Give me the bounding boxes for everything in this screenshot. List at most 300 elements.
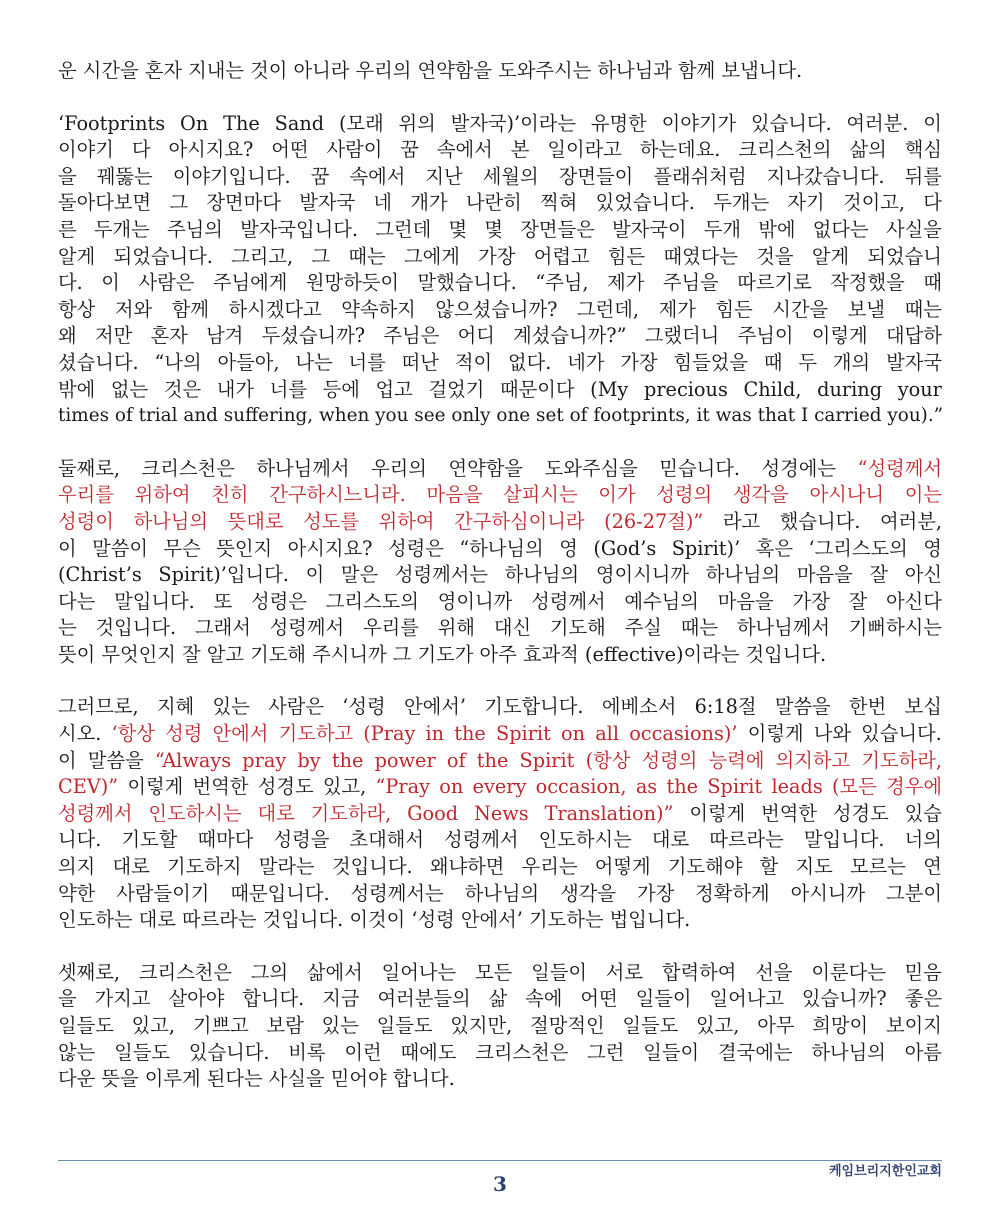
scripture-word: 성령의 [656, 483, 713, 507]
word: 아무 [757, 1014, 795, 1037]
word: 되었습니다. [113, 244, 213, 268]
text-line [58, 642, 942, 669]
word: 초대해서 [349, 828, 424, 852]
word: 플래쉬처럼 [653, 164, 747, 188]
word: 아신 [904, 563, 942, 587]
word: “주님, [535, 271, 589, 295]
word: 어떻게 [594, 855, 651, 879]
text-line [58, 403, 942, 430]
word: 그리스도의 [325, 589, 419, 613]
word: 약한 [58, 881, 96, 905]
word: 보낼 [847, 297, 886, 321]
word: 있습 [904, 801, 942, 825]
word: 가장 [478, 244, 516, 268]
text-line [58, 482, 942, 509]
word: 혹은 [755, 536, 793, 560]
text-line [58, 801, 942, 828]
scripture-word: (모든 [832, 775, 877, 799]
word: 우리는 [521, 855, 578, 879]
word: 장면마다 [206, 191, 281, 215]
word: 말입니다. [114, 589, 195, 613]
word: 되었습니 [867, 244, 942, 268]
word: 주님을 [662, 271, 719, 295]
word: 찍혀 [540, 191, 578, 215]
word: (Christ’s [58, 563, 142, 587]
word: 대로 [112, 855, 150, 879]
word: 핵심 [904, 138, 942, 162]
scripture-word: 마음을 [426, 483, 483, 507]
scripture-word: 인도하시는 [148, 801, 242, 825]
word: 계셨습니까?” [513, 324, 627, 348]
word: 주님이 [737, 324, 794, 348]
word: 인도하시는 [538, 828, 632, 852]
word: 밖에 [58, 377, 96, 401]
word: 속에서 [436, 138, 493, 162]
text-line [58, 1013, 942, 1040]
word: 있었습니다. [595, 191, 695, 215]
scripture-word: 성령이 [58, 509, 114, 533]
scripture-word: ‘항상 [111, 722, 155, 746]
text-line [58, 827, 942, 854]
word: 아시지요? [287, 536, 373, 560]
scripture-word: “Pray [375, 775, 430, 799]
word: 때문이다 [500, 377, 575, 401]
word: 남겨 [206, 324, 244, 348]
word: 위해 [437, 616, 475, 640]
word: 이야기 [58, 138, 114, 162]
page-number: 3 [493, 1172, 507, 1196]
word: 나는 [295, 350, 333, 374]
scripture-word: 성령께서 [58, 801, 133, 825]
word: 대로 [651, 828, 690, 852]
word: Child, [743, 377, 802, 401]
text-line [58, 323, 942, 350]
text-line [58, 694, 942, 721]
word: 하는데요. [639, 138, 721, 162]
word: 생각을 [560, 881, 616, 905]
footer-divider [58, 1160, 942, 1161]
word: 발자국 [886, 350, 942, 374]
text-line [58, 907, 942, 934]
word: 성경에는 [761, 456, 837, 480]
word: 성경도 [257, 775, 314, 799]
word: 일어나는 [381, 960, 457, 984]
word: 힘들었을 [673, 350, 749, 374]
word: 지혜 [156, 695, 195, 719]
word: 약속하지 [341, 297, 416, 321]
text-line [58, 377, 942, 404]
word: 할 [759, 855, 779, 879]
word: 아시니까 [790, 881, 866, 905]
word: 어떤 [580, 987, 618, 1011]
word: 것이고, [842, 191, 905, 215]
word: 기도하지 [167, 855, 242, 879]
word: 왜 [58, 324, 77, 348]
text-line [58, 986, 942, 1013]
word: 그래서 [194, 616, 251, 640]
word: 셨습니다. [58, 350, 139, 374]
word: 따르라는 [709, 828, 784, 852]
word: precious [644, 377, 728, 401]
text-line [58, 217, 942, 244]
word: 따르기로 [737, 271, 812, 295]
scripture-word: 아시나니 [809, 483, 884, 507]
word: 그 [311, 244, 331, 268]
word: 하나님의 [504, 563, 580, 587]
word: 주님은 [383, 324, 440, 348]
scripture-word: 기도하고 [278, 722, 354, 746]
paragraph [58, 960, 942, 1093]
scripture-word: 친히 [211, 483, 249, 507]
word: 없다는 [812, 217, 869, 241]
word: 않으셨습니까? [435, 297, 558, 321]
word: 보이지 [885, 1014, 942, 1037]
word: 때였다는 [663, 244, 738, 268]
word: (God’s [593, 536, 657, 560]
scripture-word: 대로 [257, 801, 295, 825]
word: 나와 [813, 722, 851, 746]
word: 크리스천은 [141, 456, 235, 480]
word: 일들이 [531, 960, 587, 984]
word: during [817, 377, 883, 401]
word: 일이라고 [547, 138, 622, 162]
word: 그런 [587, 1040, 625, 1064]
word: 잘 [869, 563, 889, 587]
word: 때는 [904, 297, 942, 321]
text-line [58, 58, 942, 85]
word: 삶에서 [306, 960, 363, 984]
word: 또 [213, 589, 233, 613]
word: 이 [58, 536, 77, 560]
word: 것입니다. [331, 855, 413, 879]
word: 이야기입니다. [172, 164, 291, 188]
word: 지나갔습니다. [766, 164, 885, 188]
word: (My [590, 377, 629, 401]
word: 다 [923, 191, 942, 215]
word: 다는 [58, 589, 96, 613]
word: The [223, 111, 260, 135]
word: 보십 [904, 695, 942, 719]
scripture-word: on [439, 775, 464, 799]
scripture-word: the [454, 722, 486, 746]
word: 말은 [340, 563, 379, 587]
scripture-word: 살피시는 [503, 483, 578, 507]
word: 예수님의 [624, 589, 699, 613]
word: 뜻인지 [216, 536, 273, 560]
scripture-word: 하나님의 [133, 509, 209, 533]
word: 말라는 [258, 855, 315, 879]
word: 그 [169, 191, 189, 215]
word: 네가 [567, 350, 605, 374]
text-line [58, 137, 942, 164]
word: 영이니까 [437, 589, 513, 613]
word: 이야기가 [661, 111, 737, 135]
paragraph [58, 694, 942, 933]
word: 발자국)’이라는 [450, 111, 577, 135]
word: 믿음 [904, 960, 942, 984]
word: your [897, 377, 942, 401]
text-line [58, 589, 942, 616]
text-line [58, 615, 942, 642]
text-line [58, 270, 942, 297]
scripture-word: occasion, [535, 775, 627, 799]
word: 말씀이 [92, 536, 149, 560]
word: 위의 [398, 111, 436, 135]
word: 아름 [904, 1040, 942, 1064]
word: 이 [923, 111, 942, 135]
word: 이렇게 [747, 722, 804, 746]
word: 사람이 [326, 138, 383, 162]
word: Spirit)’ [671, 536, 741, 560]
word: 알게 [811, 244, 850, 268]
word: 크리스천은 [138, 960, 232, 984]
text-line [58, 721, 942, 748]
word: 일어나고 [709, 987, 784, 1011]
word: “나의 [154, 350, 202, 374]
word: 저만 [94, 324, 133, 348]
word: 돌아다보면 [58, 191, 152, 215]
text-line [58, 854, 942, 881]
word: 너를 [269, 377, 307, 401]
word: 개의 [832, 350, 871, 374]
scripture-word: of [446, 748, 466, 772]
word: 두셨습니까? [261, 324, 366, 348]
word: 두개는 [713, 191, 770, 215]
word: 한번 [849, 695, 887, 719]
scripture-word: 이가 [598, 483, 636, 507]
word: 가장 [792, 589, 830, 613]
paragraph [58, 111, 942, 430]
word: 합력하여 [661, 960, 737, 984]
word: 여러분. [846, 111, 909, 135]
word: 시오. [58, 722, 102, 746]
word: 그런데 [375, 217, 432, 241]
scripture-word: power [374, 748, 436, 772]
scripture-word: 우리를 [58, 483, 114, 507]
word: 성령께서는 [394, 563, 488, 587]
scripture-word: 안에서 [212, 722, 269, 746]
word: 모든 [474, 960, 513, 984]
word: 왜냐하면 [429, 855, 505, 879]
word: 저와 [114, 297, 153, 321]
word: 그에게 [403, 244, 460, 268]
word: 성령께서 [269, 616, 345, 640]
scripture-word: Translation)” [544, 801, 674, 825]
word: 이렇게 [689, 801, 746, 825]
word: 성령을 [273, 828, 330, 852]
scripture-word: leads [771, 775, 823, 799]
scripture-word: “성령께서 [857, 456, 942, 480]
word: 있고, [322, 775, 367, 799]
text-line [58, 164, 942, 191]
scripture-word: as [635, 775, 658, 799]
scripture-word: (26-27절)” [604, 509, 704, 533]
word: 있습니다. [750, 111, 832, 135]
word: 항상 [58, 297, 96, 321]
word: 비록 [288, 1040, 326, 1064]
page-body [58, 58, 942, 1119]
scripture-word: “Always [154, 748, 232, 772]
word: 몇 [484, 217, 503, 241]
word: 삶의 [849, 138, 887, 162]
word: 말했습니다. [417, 271, 517, 295]
scripture-word: 경우에 [886, 775, 942, 799]
word: 여러분, [879, 509, 942, 533]
word: 꿰뚫는 [96, 164, 153, 188]
scripture-word: CEV)” [58, 775, 119, 799]
word: 그분이 [886, 881, 942, 905]
word: 믿습니다. [659, 456, 740, 480]
word: 하나님의 [464, 881, 540, 905]
word: 성경도 [832, 801, 889, 825]
word: 제가 [607, 271, 645, 295]
word: 그리고, [231, 244, 294, 268]
word: 이 [101, 271, 120, 295]
word: 있습니다. [861, 722, 942, 746]
word: 번역한 [761, 801, 817, 825]
word: 그런데, [577, 297, 640, 321]
word: (모래 [338, 111, 384, 135]
scripture-word: Spirit [519, 748, 575, 772]
text-line [58, 1066, 942, 1093]
word: 보람 [266, 1014, 304, 1037]
word: 꿈 [310, 164, 330, 188]
word: 성령께서 [444, 828, 519, 852]
scripture-word: the [476, 748, 509, 772]
word: 일들도 [376, 1014, 433, 1037]
word: 있지만, [450, 1014, 513, 1037]
word: 두 [798, 350, 818, 374]
word: 업고 [375, 377, 413, 401]
word: 둘째로, [58, 456, 121, 480]
word: 말씀을 [87, 748, 144, 772]
word: 번역한 [192, 775, 249, 799]
word: 밖에 [758, 217, 796, 241]
word: 하나님의 [811, 1040, 886, 1064]
word: 크리스천의 [738, 138, 832, 162]
word: ‘Footprints [58, 111, 166, 135]
word: 서로 [605, 960, 644, 984]
word: 주님에게 [212, 271, 288, 295]
word: 하시겠다고 [228, 297, 322, 321]
word: 아들아, [217, 350, 280, 374]
word: 함께 [171, 297, 209, 321]
word: ‘그리스도의 [808, 536, 908, 560]
word: 뒤를 [904, 164, 942, 188]
word: 어떤 [271, 138, 309, 162]
word: 지난 [425, 164, 463, 188]
paragraph [58, 58, 942, 85]
word: 때마다 [197, 828, 254, 852]
word: 없다. [507, 350, 552, 374]
word: 있습니다. [188, 1040, 270, 1064]
word: 사람들이기 [116, 881, 210, 905]
word: 떠난 [401, 350, 439, 374]
text-span: 뜻이 무엇인지 잘 알고 기도해 주시니까 그 기도가 아주 효과적 (effective)이라는 것입니다. [58, 642, 827, 666]
word: 말입니다. [803, 828, 885, 852]
word: 일들이 [635, 987, 692, 1011]
word: 일들도 [58, 1014, 114, 1037]
text-line [58, 960, 942, 987]
word: 잘 [848, 589, 868, 613]
word: 무슨 [163, 536, 201, 560]
scripture-word: 위하여 [378, 509, 435, 533]
word: 했습니다. [779, 509, 861, 533]
word: 우리를 [363, 616, 419, 640]
word: 지도 [795, 855, 833, 879]
scripture-word: 뜻대로 [227, 509, 284, 533]
word: 알게 [58, 244, 96, 268]
word: 삶 [488, 987, 508, 1011]
word: 그의 [250, 960, 289, 984]
word: 선을 [755, 960, 793, 984]
word: 속에 [525, 987, 563, 1011]
scripture-word: the [331, 748, 364, 772]
word: 주님의 [167, 217, 223, 241]
word: 사실을 [885, 217, 942, 241]
word: 꿈 [400, 138, 419, 162]
word: 여러분들의 [377, 987, 471, 1011]
text-line [58, 509, 942, 536]
word: 기도해야 [667, 855, 743, 879]
word: 도와주심을 [544, 456, 638, 480]
text-line [58, 536, 942, 563]
text-line [58, 748, 942, 775]
word: 사람은 [268, 695, 324, 719]
word: 일들이 [643, 1040, 700, 1064]
word: 있고, [696, 1014, 740, 1037]
text-line [58, 350, 942, 377]
word: 에베소서 [601, 695, 677, 719]
word: 작정했을 [830, 271, 905, 295]
word: 연 [923, 855, 942, 879]
word: 때는 [680, 616, 718, 640]
word: Spirit)’입니다. [158, 563, 289, 587]
word: 을 [58, 164, 77, 188]
word: 발자국 [299, 191, 356, 215]
scripture-word: 간구하시느니라. [269, 483, 406, 507]
word: 그랬더니 [644, 324, 720, 348]
word: 세월의 [482, 164, 539, 188]
word: 정확하게 [695, 881, 770, 905]
word: 영이시니까 [595, 563, 689, 587]
text-line [58, 190, 942, 217]
word: 기도해 [549, 616, 606, 640]
word: 살아야 [168, 987, 225, 1011]
word: 가지고 [94, 987, 151, 1011]
word: 등에 [322, 377, 360, 401]
word: 절망적인 [530, 1014, 605, 1037]
word: 셋째로, [58, 960, 121, 984]
word: 원망하듯이 [305, 271, 400, 295]
word: 하나님의 [705, 563, 781, 587]
text-span: 운 시간을 혼자 지내는 것이 아니라 우리의 연약함을 도와주시는 하나님과 함께 보냅니다. [58, 59, 803, 82]
word: 없는 [110, 377, 149, 401]
word: 나란히 [465, 191, 522, 215]
word: 힘든 [607, 244, 646, 268]
word: 힘든 [715, 297, 753, 321]
text-line [58, 297, 942, 324]
word: 안에서’ [403, 695, 466, 719]
scripture-word: Good [407, 801, 459, 825]
word: 을 [58, 987, 77, 1011]
word: 너를 [348, 350, 386, 374]
word: “하나님의 [459, 536, 544, 560]
word: 장면들이 [558, 164, 634, 188]
scripture-word: occasions)’ [629, 722, 738, 746]
text-line [58, 774, 942, 801]
word: 때문입니다. [230, 881, 330, 905]
